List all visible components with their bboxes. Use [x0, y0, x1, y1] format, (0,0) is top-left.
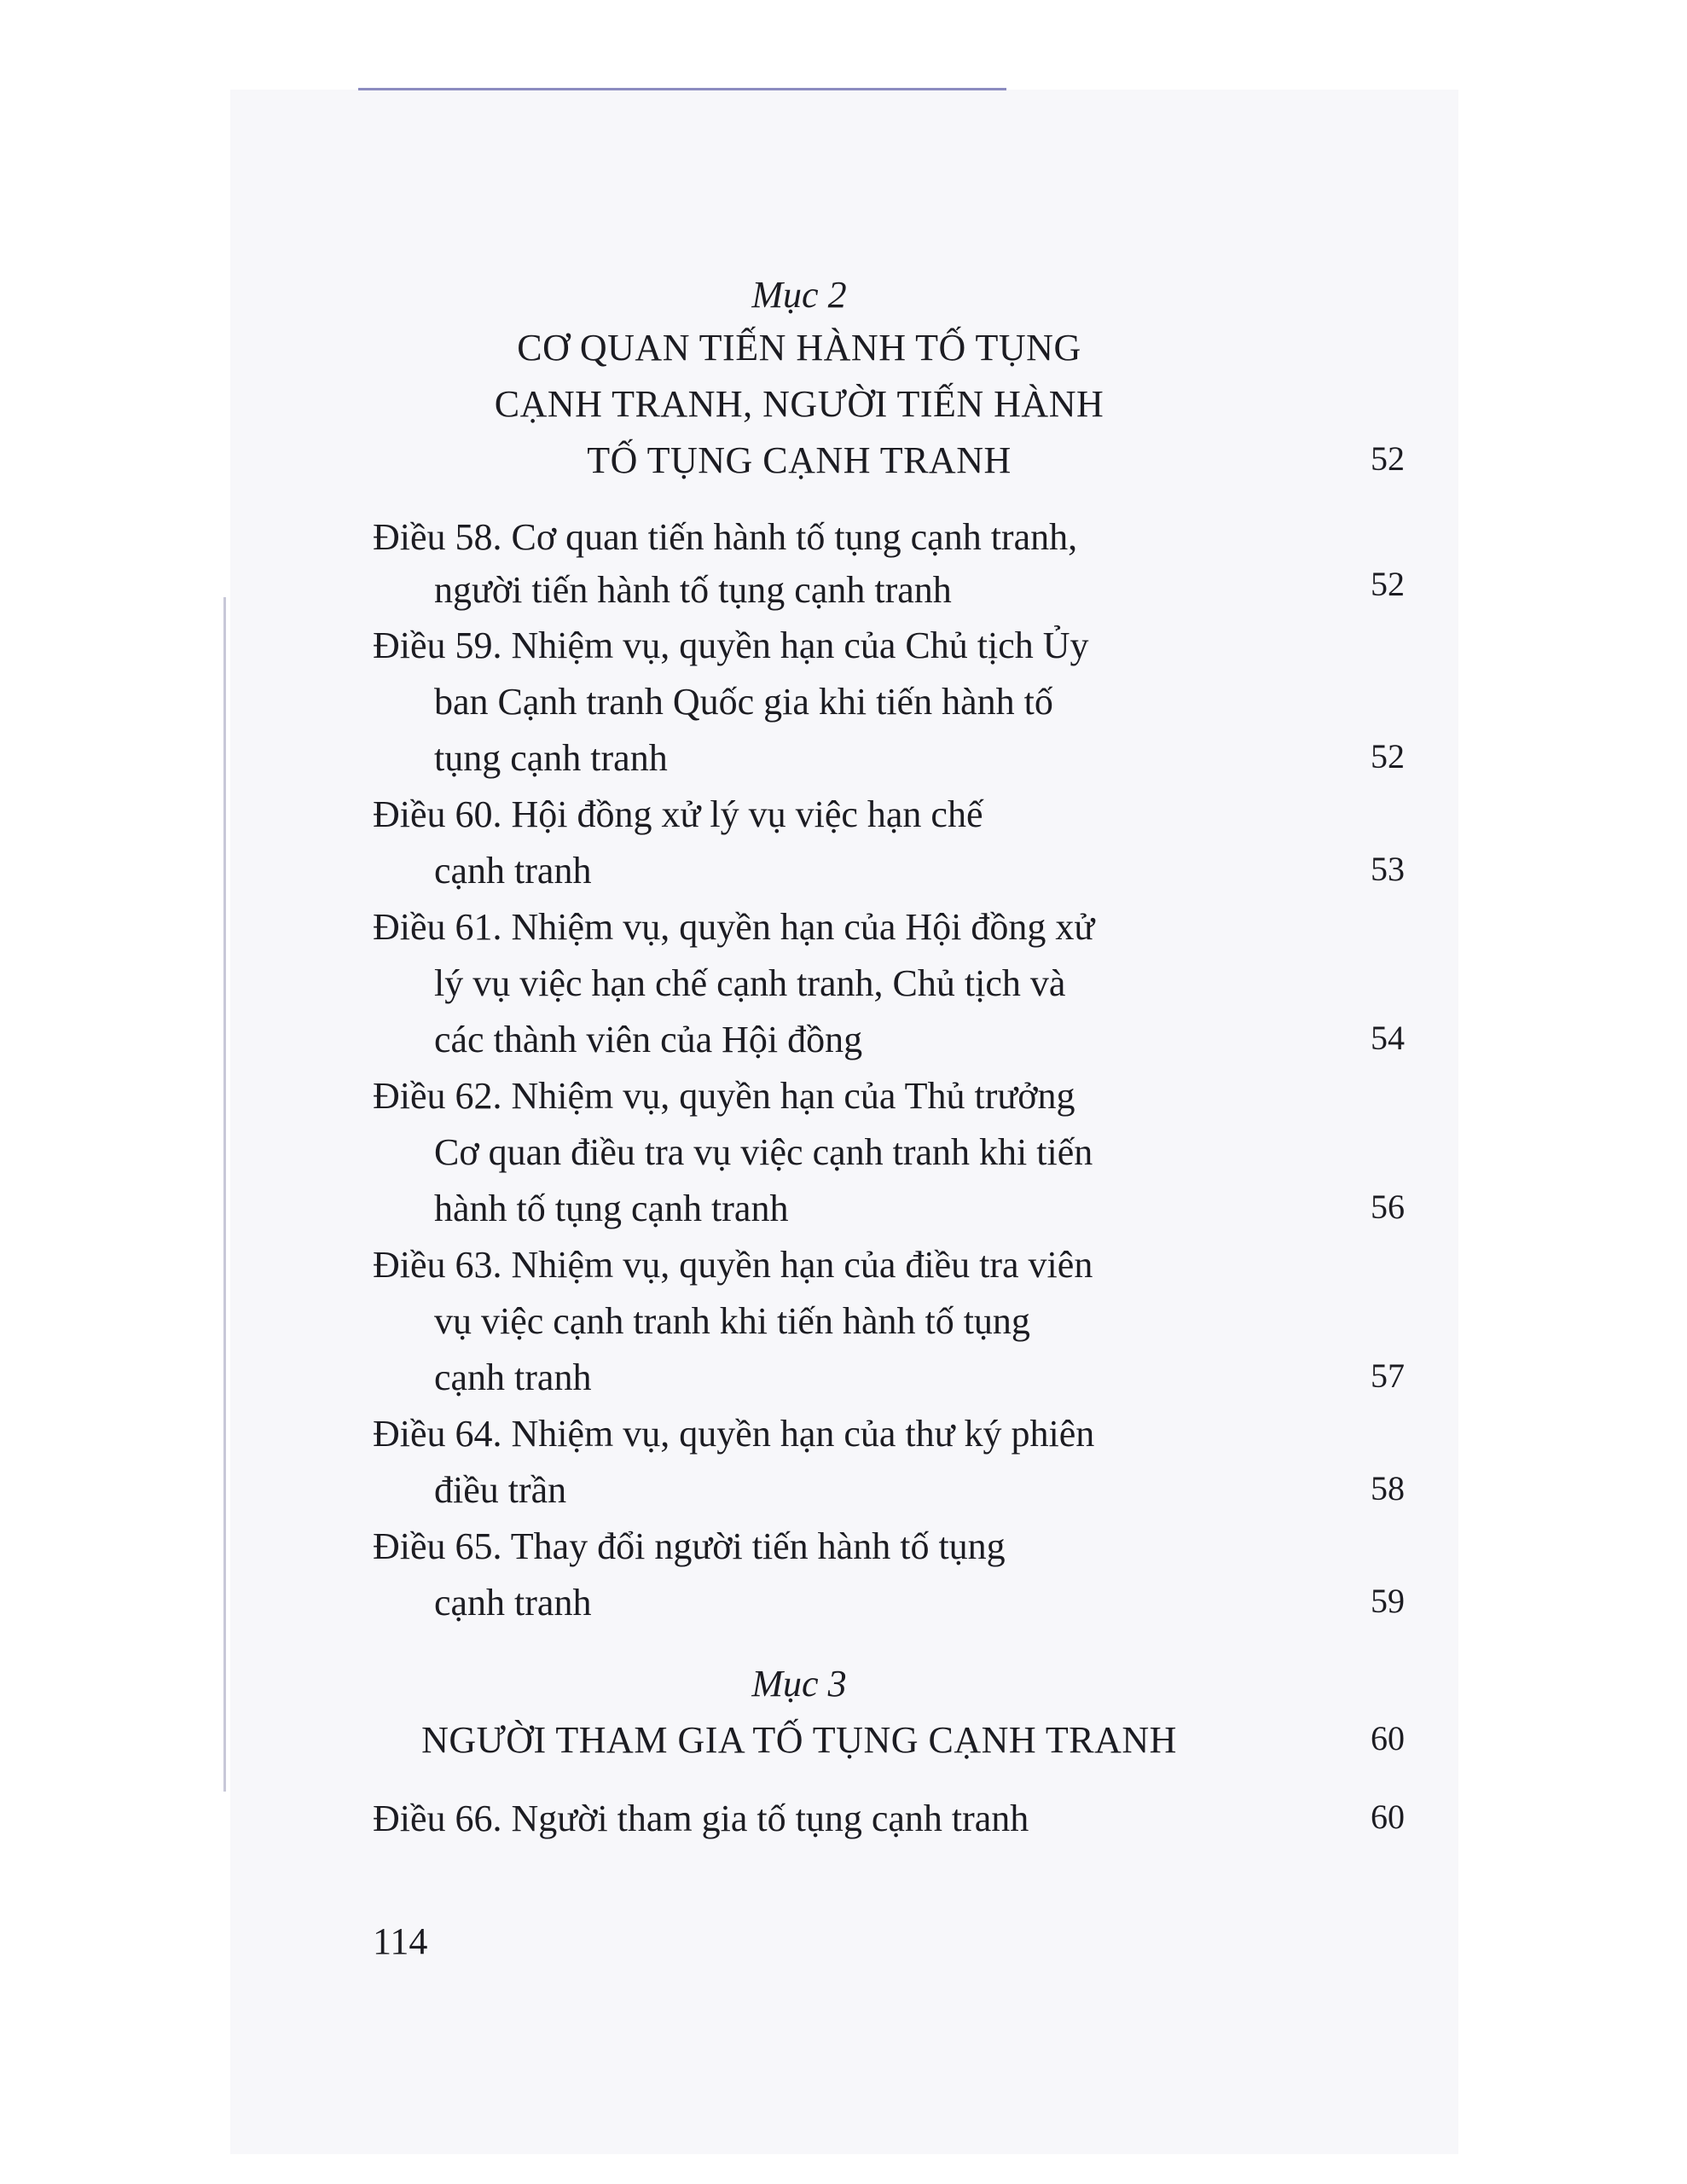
entry-line: điều trần: [434, 1469, 567, 1511]
entry-page-number: 56: [1371, 1188, 1405, 1226]
section-2-title-line-1: CƠ QUAN TIẾN HÀNH TỐ TỤNG: [517, 327, 1081, 369]
section-2-title-line-2: CẠNH TRANH, NGƯỜI TIẾN HÀNH: [494, 383, 1104, 425]
entry-line: ban Cạnh tranh Quốc gia khi tiến hành tố: [434, 681, 1053, 723]
entry-page-number: 60: [1371, 1798, 1405, 1836]
page-folio-number: 114: [373, 1920, 428, 1962]
section-3-label: Mục 3: [751, 1663, 847, 1705]
entry-page-number: 58: [1371, 1469, 1405, 1507]
entry-line: Điều 62. Nhiệm vụ, quyền hạn của Thủ trưởng: [373, 1075, 1075, 1117]
section-3-title: NGƯỜI THAM GIA TỐ TỤNG CẠNH TRANH: [421, 1719, 1177, 1761]
entry-page-number: 52: [1371, 565, 1405, 603]
entry-page-number: 59: [1371, 1582, 1405, 1620]
entry-page-number: 52: [1371, 737, 1405, 775]
entry-line: các thành viên của Hội đồng: [434, 1019, 863, 1060]
page-left-edge: [223, 597, 226, 1792]
entry-line: cạnh tranh: [434, 850, 592, 892]
entry-line: lý vụ việc hạn chế cạnh tranh, Chủ tịch và: [434, 962, 1066, 1004]
section-3-page-number: 60: [1371, 1719, 1405, 1757]
entry-line: Điều 61. Nhiệm vụ, quyền hạn của Hội đồng xử: [373, 906, 1095, 948]
entry-page-number: 54: [1371, 1019, 1405, 1057]
entry-line: Điều 59. Nhiệm vụ, quyền hạn của Chủ tịch Ủy: [373, 624, 1089, 666]
entry-line: Cơ quan điều tra vụ việc cạnh tranh khi tiến: [434, 1131, 1093, 1173]
entry-line: người tiến hành tố tụng cạnh tranh: [434, 569, 952, 611]
section-2-page-number: 52: [1371, 439, 1405, 478]
entry-line: Điều 60. Hội đồng xử lý vụ việc hạn chế: [373, 793, 983, 835]
entry-page-number: 53: [1371, 850, 1405, 888]
entry-line: tụng cạnh tranh: [434, 737, 668, 779]
entry-line: Điều 63. Nhiệm vụ, quyền hạn của điều tra viên: [373, 1244, 1093, 1286]
page-top-rule: [358, 88, 1006, 90]
entry-line: Điều 66. Người tham gia tố tụng cạnh tranh: [373, 1798, 1029, 1839]
entry-line: vụ việc cạnh tranh khi tiến hành tố tụng: [434, 1300, 1030, 1342]
entry-line: cạnh tranh: [434, 1356, 592, 1398]
entry-line: Điều 58. Cơ quan tiến hành tố tụng cạnh tranh,: [373, 516, 1078, 558]
entry-line: cạnh tranh: [434, 1582, 592, 1623]
entry-page-number: 57: [1371, 1356, 1405, 1395]
entry-line: hành tố tụng cạnh tranh: [434, 1188, 789, 1229]
section-2-title-line-3: TỐ TỤNG CẠNH TRANH: [587, 439, 1012, 481]
section-2-label: Mục 2: [751, 274, 847, 316]
entry-line: Điều 64. Nhiệm vụ, quyền hạn của thư ký phiên: [373, 1413, 1095, 1455]
entry-line: Điều 65. Thay đổi người tiến hành tố tụng: [373, 1525, 1006, 1567]
